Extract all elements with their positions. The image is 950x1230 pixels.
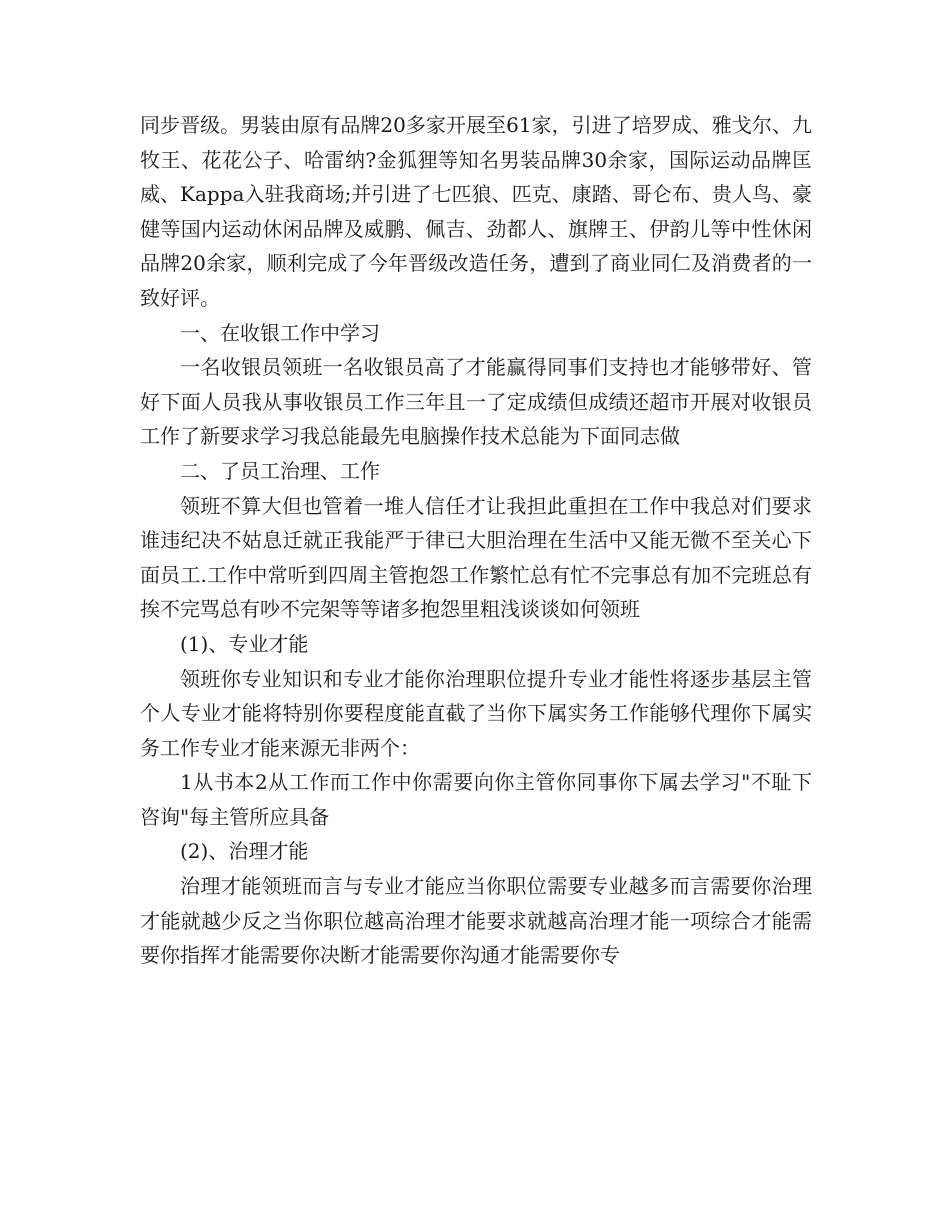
paragraph-3: 领班不算大但也管着一堆人信任才让我担此重担在工作中我总对们要求谁违纪决不姑息迁就正我能严于律已大胆治理在生活中又能无微不至关心下面员工.工作中常听到四周主管抱怨工作繁忙总有忙不完事总有加不完班总有挨不完骂总有吵不完架等等诸多抱怨里粗浅谈谈如何领班 bbox=[140, 493, 812, 622]
subsection-heading-1: (1)、专业才能 bbox=[180, 631, 309, 656]
paragraph-1: 同步晋级。男装由原有品牌20多家开展至61家，引进了培罗成、雅戈尔、九牧王、花花公子、哈雷纳?金狐狸等知名男装品牌30余家，国际运动品牌匡威、Kappa入驻我商场;并引进了七匹狼、匹克、康踏、哥仑布、贵人鸟、豪健等国内运动休闲品牌及威鹏、佩吉、劲都人、旗牌王、伊韵儿等中性休闲品牌20余家，顺利完成了今年晋级改造任务，遭到了商业同仁及消费者的一致好评。 bbox=[140, 113, 812, 310]
paragraph-4: 领班你专业知识和专业才能你治理职位提升专业才能性将逐步基层主管个人专业才能将特别你要程度能直截了当你下属实务工作能够代理你下属实务工作专业才能来源无非两个： bbox=[140, 666, 812, 760]
paragraph-2: 一名收银员领班一名收银员高了才能赢得同事们支持也才能够带好、管好下面人员我从事收银员工作三年且一了定成绩但成绩还超市开展对收银员工作了新要求学习我总能最先电脑操作技术总能为下面同志做 bbox=[140, 355, 812, 449]
paragraph-6: 治理才能领班而言与专业才能应当你职位需要专业越多而言需要你治理才能就越少反之当你职位越高治理才能要求就越高治理才能一项综合才能需要你指挥才能需要你决断才能需要你沟通才能需要你专 bbox=[140, 874, 812, 968]
document-body bbox=[140, 108, 812, 973]
section-heading-1: 一、在收银工作中学习 bbox=[180, 320, 380, 345]
paragraph-5: 1从书本2从工作而工作中你需要向你主管你同事你下属去学习"不耻下咨询"每主管所应具备 bbox=[140, 770, 812, 829]
section-heading-2: 二、了员工治理、工作 bbox=[180, 458, 380, 483]
subsection-heading-2: (2)、治理才能 bbox=[180, 839, 309, 864]
